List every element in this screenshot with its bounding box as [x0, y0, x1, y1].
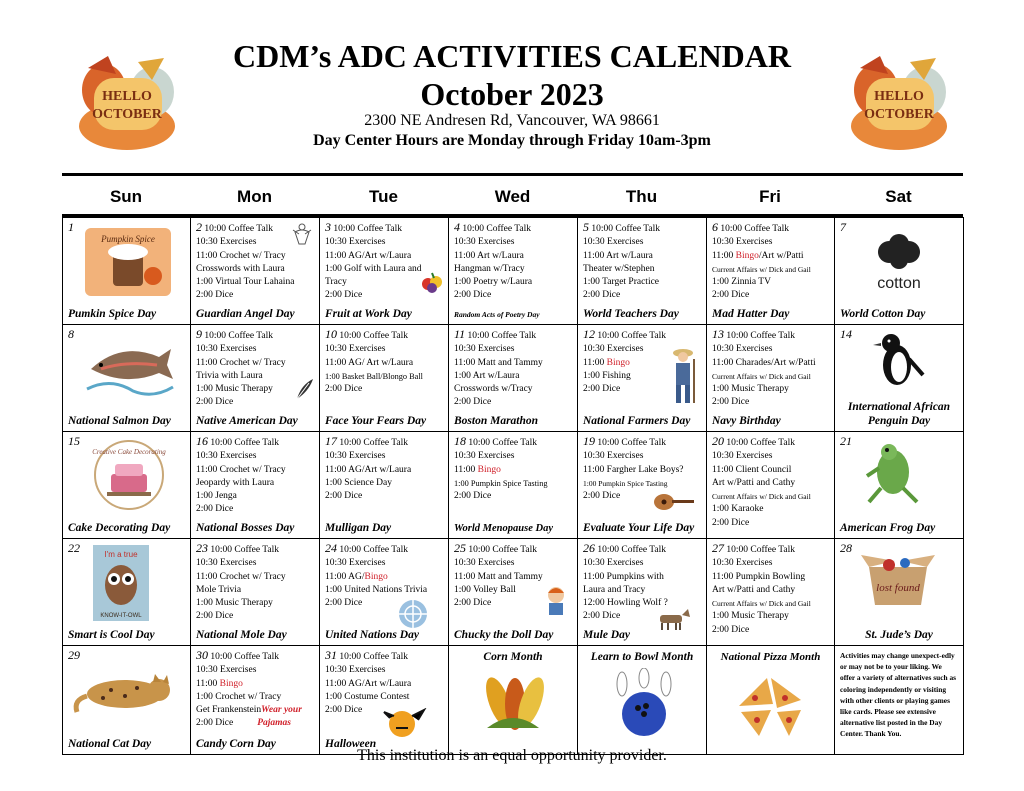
activity: 11:00 AG/Art w/Laura [325, 678, 412, 689]
activity: 11:00 AG/ Art w/Laura [325, 357, 414, 368]
activity: Crosswords w/Tracy [454, 384, 533, 395]
activity: Crosswords with Laura [196, 263, 285, 274]
angel-icon [291, 222, 313, 246]
feather-icon [293, 377, 315, 401]
day-number: 24 [325, 541, 337, 555]
activity: 1:00 Music Therapy [196, 384, 273, 395]
activity: Current Affairs w/ Dick and Gail [712, 492, 811, 502]
activity: 1:00 Volley Ball [454, 584, 516, 595]
activity: 10:00 Coffee Talk [204, 331, 274, 341]
activity: 1:00 Karaoke [712, 504, 764, 515]
day-cell [835, 539, 964, 646]
activity: 10:00 Coffee Talk [726, 438, 796, 448]
activity: 11:00 Matt and Tammy [454, 571, 543, 582]
activity: Get FrankensteinWear your [196, 705, 302, 716]
activity: Jeopardy with Laura [196, 477, 275, 488]
day-cell [320, 218, 449, 325]
activity: 10:00 Coffee Talk [597, 331, 667, 341]
day-cell [707, 218, 835, 325]
day-number: 20 [712, 434, 724, 448]
day-cell [191, 325, 320, 432]
holiday-label: Boston Marathon [454, 414, 539, 427]
day-header-wed: Wed [494, 187, 531, 206]
activity: 10:30 Exercises [583, 558, 644, 569]
activity: 10:00 Coffee Talk [204, 224, 274, 234]
day-number: 19 [583, 434, 595, 448]
holiday-label: Penguin Day [867, 414, 931, 427]
activity: 1:00 Art w/Laura [454, 370, 520, 381]
activity: 10:30 Exercises [325, 665, 386, 676]
day-cell [835, 325, 964, 432]
activity: Laura and Tracy [583, 584, 646, 595]
holiday-label: Smart is Cool Day [68, 628, 155, 641]
activity: 10:00 Coffee Talk [468, 438, 538, 448]
holiday-label: Candy Corn Day [196, 737, 276, 750]
month-observance: National Pizza Month [720, 651, 821, 663]
address: 2300 NE Andresen Rd, Vancouver, WA 98661 [364, 112, 660, 129]
day-cell [191, 218, 320, 325]
activity: 11:00 Pumpkins with [583, 571, 664, 582]
activity: 1:00 Poetry w/Laura [454, 277, 533, 288]
activity: 10:00 Coffee Talk [210, 652, 280, 662]
activity: 10:00 Coffee Talk [597, 545, 667, 555]
day-cell [449, 646, 578, 755]
svg-text:lost found: lost found [876, 582, 920, 594]
activity: 10:30 Exercises [454, 558, 515, 569]
svg-text:cotton: cotton [877, 275, 921, 292]
cat-icon [69, 660, 181, 720]
day-cell [191, 432, 320, 539]
activity: 11:00 Art w/Laura [583, 250, 653, 261]
day-header-mon: Mon [237, 187, 272, 206]
activity: 11:00 Matt and Tammy [454, 357, 543, 368]
day-number: 26 [583, 541, 595, 555]
holiday-label: National Salmon Day [68, 414, 171, 427]
activity: 2:00 Dice [712, 290, 750, 301]
holiday-label: National Cat Day [68, 737, 152, 750]
day-number: 14 [840, 327, 852, 341]
pajama-note: Pajamas [257, 718, 291, 729]
holiday-label: National Bosses Day [196, 521, 295, 534]
activity: 10:00 Coffee Talk [210, 438, 280, 448]
farmer-icon [668, 345, 698, 407]
day-number: 2 [196, 220, 202, 234]
holiday-label: Face Your Fears Day [325, 414, 427, 427]
activity: 10:30 Exercises [325, 558, 386, 569]
svg-text:I'm a true: I'm a true [104, 550, 138, 559]
activity: 1:00 United Nations Trivia [325, 584, 428, 595]
activity: 1:00 Music Therapy [712, 384, 789, 395]
day-header-tue: Tue [369, 187, 398, 206]
cotton-logo [863, 234, 935, 294]
activity: 11:00 Art w/Laura [454, 250, 524, 261]
activity: 2:00 Dice [454, 290, 492, 301]
activity: Current Affairs w/ Dick and Gail [712, 264, 811, 274]
day-number: 16 [196, 434, 208, 448]
holiday-label: Fruit at Work Day [325, 307, 412, 320]
day-cell [578, 218, 707, 325]
day-cell [578, 432, 707, 539]
activity: Current Affairs w/ Dick and Gail [712, 371, 811, 381]
holiday-label: Cake Decorating Day [68, 521, 171, 534]
pizza-icon [733, 670, 807, 740]
calendar-header [0, 0, 1024, 170]
holiday-label: Mad Hatter Day [712, 307, 790, 320]
bingo-label: Bingo [606, 357, 630, 368]
activity: 10:00 Coffee Talk [339, 652, 409, 662]
week-row [63, 646, 964, 755]
calendar-grid [62, 217, 964, 755]
owl-icon [93, 545, 149, 621]
activity: 10:00 Coffee Talk [597, 438, 667, 448]
salmon-icon [81, 333, 177, 403]
day-number: 11 [454, 327, 466, 341]
day-header-sun: Sun [109, 187, 143, 206]
activity: Trivia with Laura [196, 370, 263, 381]
activity: 2:00 Dice [712, 624, 750, 635]
day-header-sat: Sat [885, 187, 912, 206]
activity: 10:30 Exercises [454, 451, 515, 462]
activity: 1:00 Jenga [196, 491, 237, 502]
day-cell [320, 646, 449, 755]
day-number: 23 [196, 541, 208, 555]
activity: 10:00 Coffee Talk [339, 438, 409, 448]
day-cell [449, 325, 578, 432]
bingo-label: Bingo [219, 678, 243, 689]
day-cell [449, 539, 578, 646]
bowling-icon [608, 668, 680, 742]
activity: 2:00 Dice [583, 611, 621, 622]
week-row [63, 218, 964, 325]
month-observance: Corn Month [483, 651, 543, 663]
day-number: 13 [712, 327, 724, 341]
activity: 1:00 Crochet w/ Tracy [196, 691, 282, 702]
day-number: 3 [325, 220, 331, 234]
activity: 2:00 Dice [325, 705, 363, 716]
day-number: 15 [68, 434, 80, 448]
day-cell [578, 646, 707, 755]
svg-text:HELLO: HELLO [102, 89, 152, 104]
activity: 10:30 Exercises [196, 451, 257, 462]
activity: 2:00 Dice [712, 397, 750, 408]
activity: Art w/Patti and Cathy [712, 584, 796, 595]
activity: 11:00 Bingo [196, 678, 243, 689]
activity: 1:00 Golf with Laura and [325, 263, 422, 274]
activity: 10:00 Coffee Talk [468, 545, 538, 555]
day-number: 21 [840, 434, 852, 448]
header-divider [62, 173, 963, 176]
activity: 10:30 Exercises [712, 344, 773, 355]
activity: 10:00 Coffee Talk [333, 224, 403, 234]
activity: 1:00 Music Therapy [712, 611, 789, 622]
corn-icon [477, 668, 549, 740]
activity: 11:00 Crochet w/ Tracy [196, 250, 286, 261]
hours-note: Day Center Hours are Monday through Friday 10am-3pm [313, 132, 711, 149]
activity: 10:30 Exercises [196, 344, 257, 355]
month-title: October 2023 [420, 76, 604, 112]
activity: 1:00 Music Therapy [196, 598, 273, 609]
svg-text:Pumpkin Spice: Pumpkin Spice [101, 234, 155, 244]
activity: 10:00 Coffee Talk [726, 331, 796, 341]
activity: 1:00 Fishing [583, 370, 631, 381]
activity: 10:30 Exercises [325, 451, 386, 462]
fruit-icon [420, 270, 444, 294]
activity: 11:00 Fargher Lake Boys? [583, 464, 684, 475]
activity: 10:30 Exercises [712, 558, 773, 569]
activity: 2:00 Dice [454, 397, 492, 408]
day-cell [191, 539, 320, 646]
month-observance: Learn to Bowl Month [590, 651, 694, 663]
activity: 1:00 Science Day [325, 477, 393, 488]
activity: 10:00 Coffee Talk [339, 545, 409, 555]
activities-notice: Activities may change unexpect-edly or may not be to your liking. We offer a variety of alternatives such as coloring independently or visiting with other clients or playing games like cards. Please see extensive alternative list posted in the Day Center. Thank You. [840, 651, 957, 739]
holiday-label: American Frog Day [840, 521, 936, 534]
activity: 12:00 Howling Wolf ? [583, 598, 668, 609]
activity: 2:00 Dice [583, 290, 621, 301]
activity: 10:30 Exercises [196, 558, 257, 569]
activity: 10:30 Exercises [583, 237, 644, 248]
day-cell [578, 325, 707, 432]
day-cell [63, 646, 191, 755]
day-number: 28 [840, 541, 852, 555]
halloween-moon-icon [382, 708, 428, 738]
holiday-label: Navy Birthday [712, 414, 781, 427]
activity: 10:00 Coffee Talk [720, 224, 790, 234]
activity: 10:00 Coffee Talk [339, 331, 409, 341]
activity: 1:00 Pumpkin Spice Tasting [583, 478, 668, 488]
activity: 1:00 Pumpkin Spice Tasting [454, 478, 548, 488]
holiday-label: International African [847, 400, 951, 413]
day-number: 31 [325, 648, 337, 662]
activity: Tracy [325, 277, 347, 288]
equal-opportunity-footer: This institution is an equal opportunity provider. [357, 747, 667, 764]
day-number: 17 [325, 434, 337, 448]
day-number: 30 [196, 648, 208, 662]
activity: 1:00 Costume Contest [325, 691, 410, 702]
activity: Hangman w/Tracy [454, 263, 525, 274]
holiday-label: Pumkin Spice Day [68, 307, 157, 320]
holiday-label: World Teachers Day [583, 307, 679, 320]
week-row [63, 432, 964, 539]
activity: 10:30 Exercises [454, 344, 515, 355]
lost-found-box-icon [859, 547, 937, 609]
day-cell [449, 432, 578, 539]
day-number: 22 [68, 541, 80, 555]
holiday-label: National Farmers Day [583, 414, 691, 427]
penguin-icon [871, 331, 927, 389]
day-number: 5 [583, 220, 589, 234]
holiday-label: Native American Day [196, 414, 298, 427]
activity: 11:00 AG/Bingo [325, 571, 388, 582]
activity: 11:00 Crochet w/ Tracy [196, 464, 286, 475]
day-cell [707, 646, 835, 755]
bingo-label: Bingo [477, 464, 501, 475]
week-row [63, 539, 964, 646]
activity: 10:00 Coffee Talk [726, 545, 796, 555]
activity: 2:00 Dice [196, 611, 234, 622]
day-number: 4 [454, 220, 460, 234]
day-cell [63, 218, 191, 325]
activity: 11:00 Crochet w/ Tracy [196, 357, 286, 368]
activity: 11:00 Client Council [712, 464, 792, 475]
activity: 10:30 Exercises [454, 237, 515, 248]
frog-icon [863, 438, 925, 508]
holiday-label: Mule Day [583, 628, 630, 641]
activity: 11:00 AG/Art w/Laura [325, 250, 412, 261]
activity: Theater w/Stephen [583, 263, 655, 274]
activity: Current Affairs w/ Dick and Gail [712, 599, 811, 609]
day-cell [707, 432, 835, 539]
bingo-label: Bingo [735, 250, 759, 261]
holiday-label: World Cotton Day [840, 307, 926, 320]
activity: 2:00 Dice [325, 384, 363, 395]
holiday-label: World Menopause Day [454, 522, 553, 534]
cake-decorating-icon [87, 438, 171, 512]
day-cell [578, 539, 707, 646]
activity: 10:30 Exercises [325, 344, 386, 355]
day-cell [191, 646, 320, 755]
pajama-note: Wear your [261, 705, 302, 716]
day-number: 7 [840, 220, 846, 234]
day-cell [63, 432, 191, 539]
day-number: 1 [68, 220, 74, 234]
day-cell [320, 325, 449, 432]
holiday-label: National Mole Day [196, 628, 287, 641]
activity: 2:00 Dice [325, 491, 363, 502]
day-number: 27 [712, 541, 724, 555]
day-cell [63, 539, 191, 646]
guitar-icon [652, 488, 698, 512]
holiday-label: Random Acts of Poetry Day [454, 309, 540, 319]
day-cell [63, 325, 191, 432]
activity: 10:00 Coffee Talk [462, 224, 532, 234]
activity: 11:00 Pumpkin Bowling [712, 571, 806, 582]
day-number: 6 [712, 220, 718, 234]
holiday-label: United Nations Day [325, 628, 419, 641]
activity: 10:30 Exercises [196, 237, 257, 248]
activity: 2:00 Dice [196, 397, 234, 408]
holiday-label: Evaluate Your Life Day [583, 521, 695, 534]
holiday-label: St. Jude’s Day [865, 628, 933, 641]
day-cell [320, 539, 449, 646]
activity: 11:00 Crochet w/ Tracy [196, 571, 286, 582]
bingo-label: Bingo [364, 571, 388, 582]
day-cell [449, 218, 578, 325]
activity: 2:00 Dice [583, 491, 621, 502]
activity: 10:30 Exercises [712, 237, 773, 248]
day-number: 18 [454, 434, 466, 448]
day-number: 10 [325, 327, 337, 341]
activity: 2:00 Dice [583, 384, 621, 395]
day-cell [707, 539, 835, 646]
pumpkin-spice-icon [83, 226, 173, 298]
activity: 2:00 Dice [712, 517, 750, 528]
activity: 2:00 Dice [454, 598, 492, 609]
svg-text:Creative Cake Decorating: Creative Cake Decorating [92, 448, 166, 456]
activity: 10:30 Exercises [196, 665, 257, 676]
activity: 1:00 Target Practice [583, 277, 660, 288]
day-cell [835, 218, 964, 325]
activity: 2:00 Dice [196, 504, 234, 515]
svg-text:HELLO: HELLO [874, 89, 924, 104]
day-cell [835, 646, 964, 755]
activity: 2:00 Dice [196, 290, 234, 301]
activity: 1:00 Virtual Tour Lahaina [196, 277, 295, 288]
activity: Art w/Patti and Cathy [712, 477, 796, 488]
holiday-label: Mulligan Day [325, 521, 392, 534]
activity: 2:00 Dice [325, 290, 363, 301]
svg-text:KNOW-IT-OWL: KNOW-IT-OWL [100, 613, 142, 619]
activity: 10:00 Coffee Talk [591, 224, 661, 234]
doll-icon [543, 585, 569, 615]
activity: 11:00 Bingo [583, 357, 630, 368]
activity: Mole Trivia [196, 584, 242, 595]
activity: 10:30 Exercises [583, 451, 644, 462]
activity: 10:00 Coffee Talk [467, 331, 537, 341]
activity: 2:00 Dice [325, 598, 363, 609]
activity: 2:00 Dice Pajamas [196, 718, 291, 729]
activity: 1:00 Basket Ball/Blongo Ball [325, 371, 423, 381]
day-cell [835, 432, 964, 539]
page-title: CDM’s ADC ACTIVITIES CALENDAR [233, 38, 791, 74]
activity: 10:30 Exercises [712, 451, 773, 462]
holiday-label: Halloween [325, 737, 377, 750]
activity: 10:30 Exercises [583, 344, 644, 355]
day-number: 25 [454, 541, 466, 555]
activity: 11:00 Charades/Art w/Patti [712, 357, 816, 368]
activity: 10:30 Exercises [325, 237, 386, 248]
holiday-label: Chucky the Doll Day [454, 628, 554, 641]
activity: 11:00 AG/Art w/Laura [325, 464, 412, 475]
mule-icon [652, 607, 692, 631]
activity: 11:00 Bingo [454, 464, 501, 475]
day-number: 9 [196, 327, 202, 341]
day-header-thu: Thu [625, 187, 658, 206]
united-nations-icon [396, 597, 430, 631]
svg-text:OCTOBER: OCTOBER [92, 107, 162, 122]
day-header-fri: Fri [759, 187, 781, 206]
activity: 2:00 Dice [454, 491, 492, 502]
day-number: 29 [68, 648, 80, 662]
holiday-label: Guardian Angel Day [196, 307, 295, 320]
activity: 1:00 Zinnia TV [712, 277, 771, 288]
day-number: 8 [68, 327, 74, 341]
day-cell [320, 432, 449, 539]
activity: 11:00 Bingo/Art w/Patti [712, 250, 804, 261]
week-row [63, 325, 964, 432]
day-number: 12 [583, 327, 595, 341]
svg-text:OCTOBER: OCTOBER [864, 107, 934, 122]
activity: 10:00 Coffee Talk [210, 545, 280, 555]
day-cell [707, 325, 835, 432]
